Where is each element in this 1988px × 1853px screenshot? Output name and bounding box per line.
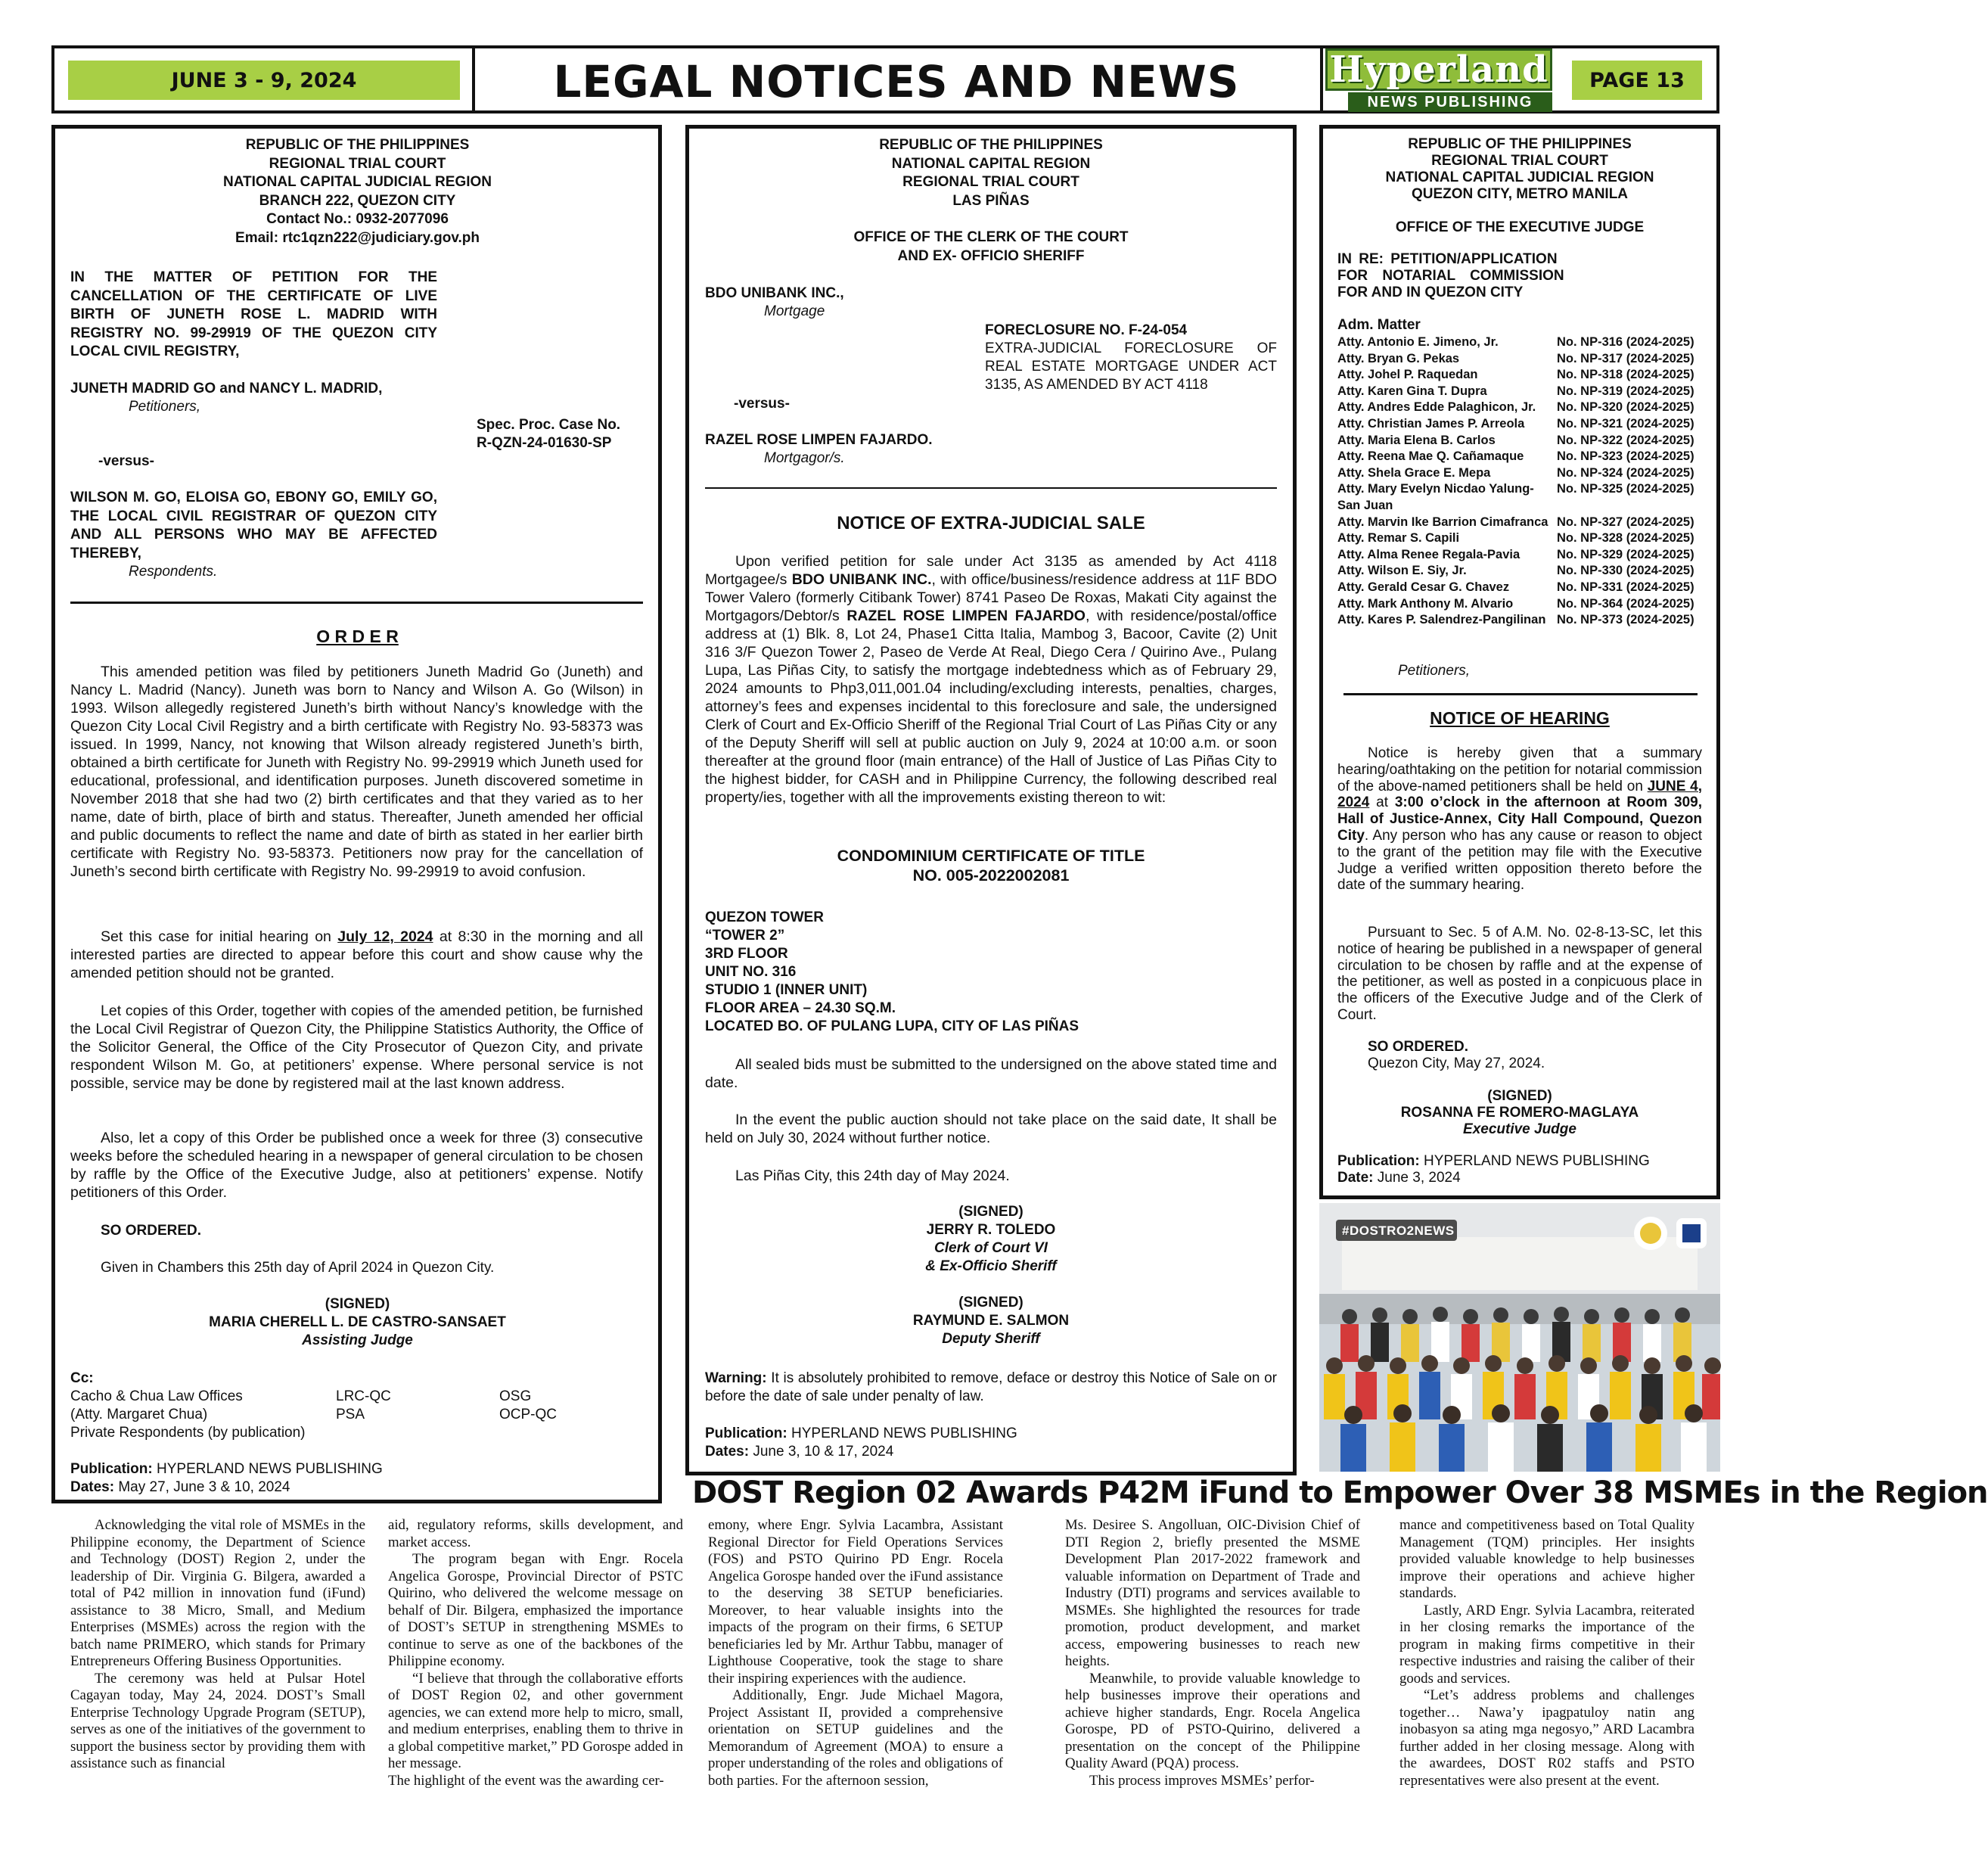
article-column xyxy=(1065,1517,1360,1789)
issue-date: JUNE 3 - 9, 2024 xyxy=(68,61,460,100)
notice-title: NOTICE OF HEARING xyxy=(1430,708,1610,728)
photo-hashtag: #DOSTRO2NEWS xyxy=(1342,1223,1455,1238)
article-paragraph: Ms. Desiree S. Angolluan, OIC-Division Chief of DTI Region 2, briefly presented the MSME Development Plan 2017-2022 framework and valuable information on Department of Trade and Industry (DTI) programs and services available to MSMEs. She highlighted the resources for trade promotion, product development, and market access, empowering businesses to reach new heights. xyxy=(1065,1517,1360,1669)
logo-wordmark: Hyperland xyxy=(1325,48,1552,91)
article-column xyxy=(1399,1517,1694,1789)
hearing-paragraph: Notice is hereby given that a summary hearing/oathtaking on the petition for notarial commission of the above-named petitioners shall be held on JUNE 4, 2024 at 3:00 o’clock in the afternoon at Room 309, Hall of Justice-Annex, City Hall Compound, Quezon City. Any person who has any cause or reason to object to the grant of the petition may file with the Executive Judge a verified written opposition thereto before the date of the summary hearing. xyxy=(1337,745,1703,894)
cc-entry: LRC-QC xyxy=(336,1388,391,1404)
versus: -versus- xyxy=(98,453,154,469)
cc-label: Cc: xyxy=(70,1370,94,1386)
attorney-row: Atty. Kares P. Salendrez-Pangilinan No. NP-373 (2024-2025) xyxy=(1337,613,1694,627)
notice-body: Upon verified petition for sale under Act 3135 as amended by Act 4118 Mortgagee/s BDO UNIBANK INC., with office/business/residence address at 11F BDO Tower Valero (formerly Citibank Tower) 8741 Paseo De Roxas, Makati City against the Mortgagors/Debtor/s RAZEL ROSE LIMPEN FAJARDO, with residence/postal/office address at (1) Blk. 8, Lot 24, Phase1 Citta Italia, Mambog 3, Bacoor, Cavite (2) Unit 316 3/F Quezon Tower 2, Paseo de Verde At Real, Diego Cera / Quirino Ave., Pulang Lupa, Las Piñas City, to satisfy the mortgage indebtedness which as of February 29, 2024 amounts to Php3,011,001.04 including/excluding interests, penalties, charges, attorney’s fees and expenses incidental to this foreclosure and sale, the undersigned Clerk of Court and Ex-Officio Sheriff of the Regional Trial Court of Las Piñas City or any of the Deputy Sheriff will sell at public auction on July 9, 2024 at 10:00 a.m. or soon thereafter at the ground floor (main entrance) of the Hall of Justice of Las Piñas City to the highest bidder, for CASH and in Philippine Currency, the following described real property/ies, together with all the improvements existing thereon to wit: xyxy=(705,553,1277,806)
versus: -versus- xyxy=(734,396,790,412)
article-paragraph: emony, where Engr. Sylvia Lacambra, Assistant Regional Director for Field Operations Services (FOS) and PSTO Quirino PD Engr. Rocela Angelica Gorospe handed over the iFund assistance to the deserving 38 SETUP beneficiaries. Moreover, to hear valuable insights into the impacts of the program on their firms, 6 SETUP beneficiaries led by Mr. Arthur Tabbu, manager of Lighthouse Cooperative, took the stage to share their inspiring experiences with the audience. xyxy=(708,1517,1003,1687)
so-ordered: SO ORDERED. xyxy=(101,1223,202,1239)
divider xyxy=(70,602,643,604)
masthead-divider xyxy=(1320,45,1323,113)
publication-line: Publication: HYPERLAND NEWS PUBLISHING xyxy=(705,1426,1017,1441)
given-in-chambers: Given in Chambers this 25th day of April 2024 in Quezon City. xyxy=(101,1260,495,1276)
date-line: Date: June 3, 2024 xyxy=(1337,1170,1461,1186)
article-column xyxy=(388,1517,683,1789)
notice-paragraph: In the event the public auction should not take place on the said date, It shall be held on July 30, 2024 without further notice. xyxy=(705,1111,1277,1146)
masthead-divider xyxy=(472,45,475,113)
divider xyxy=(1343,693,1698,695)
article-paragraph: Acknowledging the vital role of MSMEs in the Philippine economy, the Department of Science and Technology (DOST) Region 2, under the leadership of Dir. Virginia G. Bilgera, awarded a total of P42 million in innovation fund (iFund) assistance to 38 Micro, Small, and Medium Enterprises (MSMEs) across the region with the batch name PRIMERO, which stands for Primary Entrepreneurs Offering Business Opportunities. xyxy=(70,1517,365,1669)
court-heading: REPUBLIC OF THE PHILIPPINES NATIONAL CAPITAL REGION REGIONAL TRIAL COURT LAS PIÑAS OFFICE OF THE CLERK OF THE COURT AND EX- OFFICIO SHERIFF xyxy=(853,137,1129,264)
dates-line: Dates: May 27, June 3 & 10, 2024 xyxy=(70,1479,290,1495)
article-paragraph: Lastly, ARD Engr. Sylvia Lacambra, reiterated in her closing remarks the importance of the program in making firms competitive in their respective industries and raising the caliber of their goods and services. xyxy=(1399,1602,1694,1687)
cc-entry: OCP-QC xyxy=(499,1407,557,1422)
article-paragraph: The highlight of the event was the awarding cer- xyxy=(388,1772,664,1789)
article-column xyxy=(70,1517,365,1773)
attorney-row: Atty. Remar S. Capili No. NP-328 (2024-2025) xyxy=(1337,531,1694,546)
order-paragraph: Let copies of this Order, together with copies of the amended petition, be furnished the Local Civil Registrar of Quezon City, the Philippine Statistics Authority, the Office of the Solicitor General, the Office of the City Prosecutor of Quezon City, and private respondent Wilson M. Go, at petitioners’ expense. Where personal service is not possible, service may be done by registered mail at the last known address. xyxy=(70,1003,643,1092)
order-paragraph: This amended petition was filed by petitioners Juneth Madrid Go (Juneth) and Nancy L. Madrid (Nancy). Juneth was born to Nancy and Wilson A. Go (Wilson) in 1993. Wilson allegedly registered Juneth’s birth without Nancy’s knowledge with the Quezon City Local Civil Registry and a birth certificate with Registry No. 93-58373 was issued. In 1999, Nancy, not knowing that Wilson already registered Juneth’s birth, obtained a birth certificate for Juneth with Registry No. 99-29919 which Juneth used for educational, professional, and identification purposes. Juneth discovered sometime in November 2018 that she had two (2) birth certificates and that they varied as to her name, date of birth, place of birth and status. Thereafter, Juneth amended her official and public documents to reflect the name and date of birth as stated in her earlier birth certificate with Registry No. 93-58373. Petitioners now pray for the cancellation of Juneth’s second birth certificate with Registry No. 99-29919 to avoid confusion. xyxy=(70,664,643,880)
judge-signature: (SIGNED) ROSANNA FE ROMERO-MAGLAYA Executive Judge xyxy=(1400,1088,1639,1137)
order-paragraph: Set this case for initial hearing on July 12, 2024 at 8:30 in the morning and all interested parties are directed to appear before this court and show cause why the amended petition should not be granted. xyxy=(70,928,644,981)
cc-entry: Private Respondents (by publication) xyxy=(70,1425,306,1441)
attorney-row: Atty. Reena Mae Q. Cañamaque No. NP-323 (2024-2025) xyxy=(1337,449,1694,464)
attorney-row: Atty. Marvin Ike Barrion Cimafranca No. NP-327 (2024-2025) xyxy=(1337,515,1694,529)
attorney-row: Atty. Johel P. Raquedan No. NP-318 (2024-2025) xyxy=(1337,368,1694,382)
mortgagor-label: Mortgagor/s. xyxy=(764,450,845,466)
cc-entry: Cacho & Chua Law Offices xyxy=(70,1388,243,1404)
notice-paragraph: All sealed bids must be submitted to the undersigned on the above stated time and date. xyxy=(705,1056,1277,1091)
attorney-row: Atty. Bryan G. Pekas No. NP-317 (2024-2025) xyxy=(1337,351,1694,365)
notice-paragraph: Las Piñas City, this 24th day of May 2024. xyxy=(735,1167,1010,1184)
article-paragraph: The ceremony was held at Pulsar Hotel Cagayan today, May 24, 2024. DOST’s Small Enterprise Technology Upgrade Program (SETUP), serves as one of the initiatives of the government to support the business sector by providing them with assistance such as financial xyxy=(70,1670,365,1771)
article-paragraph: This process improves MSMEs’ perfor- xyxy=(1089,1772,1315,1789)
clerk-signature: (SIGNED) JERRY R. TOLEDO Clerk of Court VI & Ex-Officio Sheriff (SIGNED) RAYMUND E. SALMON Deputy Sheriff xyxy=(912,1204,1070,1347)
attorney-row: Atty. Karen Gina T. Dupra No. NP-319 (2024-2025) xyxy=(1337,384,1694,398)
article-paragraph: aid, regulatory reforms, skills development, and market access. xyxy=(388,1517,683,1550)
attorney-row: Atty. Christian James P. Arreola No. NP-321 (2024-2025) xyxy=(1337,416,1694,431)
hearing-paragraph: Pursuant to Sec. 5 of A.M. No. 02-8-13-SC, let this notice of hearing be published in a newspaper of general circulation to be chosen by raffle and at the expense of the petitioner, as well as posted in a conpicuous place in the officers of the Executive Judge and of the Clerk of Court. xyxy=(1337,925,1702,1023)
attorney-row: Atty. Mark Anthony M. Alvario No. NP-364 (2024-2025) xyxy=(1337,596,1694,611)
article-paragraph: “I believe that through the collaborative efforts of DOST Region 02, and other government agencies, we can extend more help to micro, small, and medium enterprises, enabling them to thrive in a global competitive market,” PD Gorospe added in her message. xyxy=(388,1670,683,1771)
publication-line: Publication: HYPERLAND NEWS PUBLISHING xyxy=(1337,1153,1650,1169)
publisher-logo xyxy=(1325,48,1552,112)
mortgagee: BDO UNIBANK INC., xyxy=(705,285,844,301)
petitioners-label: Petitioners, xyxy=(129,399,201,415)
foreclosure-description: EXTRA-JUDICIAL FORECLOSURE OF REAL ESTATE MORTGAGE UNDER ACT 3135, AS AMENDED BY ACT 4118 xyxy=(985,340,1277,393)
attorney-row: Atty. Alma Renee Regala-Pavia No. NP-329 (2024-2025) xyxy=(1337,547,1694,561)
court-heading: REPUBLIC OF THE PHILIPPINES REGIONAL TRIAL COURT NATIONAL CAPITAL JUDICIAL REGION QUEZON CITY, METRO MANILA OFFICE OF THE EXECUTIVE JUDGE xyxy=(1385,136,1654,235)
property-description: QUEZON TOWER “TOWER 2” 3RD FLOOR UNIT NO. 316 STUDIO 1 (INNER UNIT) FLOOR AREA – 24.30 SQ.M. LOCATED BO. OF PULANG LUPA, CITY OF LAS PIÑAS xyxy=(705,909,1079,1034)
attorney-row: Atty. Andres Edde Palaghicon, Jr. No. NP-320 (2024-2025) xyxy=(1337,400,1694,415)
respondents-label: Respondents. xyxy=(129,564,218,580)
cc-entry: (Atty. Margaret Chua) xyxy=(70,1407,208,1422)
case-matter: IN THE MATTER OF PETITION FOR THE CANCELLATION OF THE CERTIFICATE OF LIVE BIRTH OF JUNETH ROSE L. MADRID WITH REGISTRY NO. 99-29919 OF THE QUEZON CITY LOCAL CIVIL REGISTRY, xyxy=(70,269,437,359)
article-paragraph: mance and competitiveness based on Total Quality Management (TQM) principles. Her insights provided valuable knowledge to help businesses improve their operations and achieve higher standards. xyxy=(1399,1517,1694,1601)
mortgagor: RAZEL ROSE LIMPEN FAJARDO. xyxy=(705,432,933,448)
divider xyxy=(705,487,1277,489)
article-column xyxy=(708,1517,1003,1789)
attorney-row: Atty. Wilson E. Siy, Jr. No. NP-330 (2024-2025) xyxy=(1337,564,1694,578)
notice-title: NOTICE OF EXTRA-JUDICIAL SALE xyxy=(837,513,1145,533)
attorney-row: Atty. Mary Evelyn Nicdao Yalung-San Juan No. NP-325 (2024-2025) xyxy=(1337,482,1694,512)
attorney-row: Atty. Maria Elena B. Carlos No. NP-322 (2024-2025) xyxy=(1337,433,1694,447)
attorney-list xyxy=(1337,334,1708,629)
page-number: PAGE 13 xyxy=(1572,61,1702,100)
court-heading: REPUBLIC OF THE PHILIPPINES REGIONAL TRIAL COURT NATIONAL CAPITAL JUDICIAL REGION BRANCH 222, QUEZON CITY Contact No.: 0932-2077096 Email: rtc1qzn222@judiciary.gov.ph xyxy=(222,137,492,246)
warning: Warning: It is absolutely prohibited to remove, deface or destroy this Notice of Sale on or before the date of sale under penalty of law. xyxy=(705,1370,1277,1404)
judge-signature: (SIGNED) MARIA CHERELL L. DE CASTRO-SANSAET Assisting Judge xyxy=(209,1296,506,1348)
dates-line: Dates: June 3, 10 & 17, 2024 xyxy=(705,1444,894,1460)
article-paragraph: “Let’s address problems and challenges together… Nawa’y ipagpatuloy natin ang inobasyon sa ating mga negosyo,” ARD Lacambra further added in her closing message. Along with the awardees, DOST R02 staffs and PSTO representatives were also present at the event. xyxy=(1399,1687,1694,1789)
petitioners-label: Petitioners, xyxy=(1398,663,1471,679)
order-title: O R D E R xyxy=(316,626,399,646)
attorney-row: Atty. Gerald Cesar G. Chavez No. NP-331 (2024-2025) xyxy=(1337,580,1694,594)
cc-entry: OSG xyxy=(499,1388,532,1404)
article-paragraph: Additionally, Engr. Jude Michael Magora, Project Assistant II, provided a comprehensive orientation on SETUP guidelines and the Memorandum of Agreement (MOA) to ensure a proper understanding of the roles and obligations of both parties. For the afternoon session, xyxy=(708,1687,1003,1789)
order-paragraph: Also, let a copy of this Order be published once a week for three (3) consecutive weeks before the scheduled hearing in a newspaper of general circulation to be chosen by raffle by the Office of the Executive Judge, also at petitioners’ expense. Notify petitioners of this Order. xyxy=(70,1130,643,1201)
group-photo xyxy=(1319,1203,1720,1472)
in-re-caption: IN RE: PETITION/APPLICATION FOR NOTARIAL COMMISSION FOR AND IN QUEZON CITY xyxy=(1337,251,1564,300)
group-photo-illustration xyxy=(1319,1203,1720,1472)
page-title: LEGAL NOTICES AND NEWS xyxy=(553,55,1240,107)
cc-entry: PSA xyxy=(336,1407,365,1422)
title-number: CONDOMINIUM CERTIFICATE OF TITLE NO. 005-2022002081 xyxy=(837,847,1145,885)
article-paragraph: Meanwhile, to provide valuable knowledge to help businesses improve their operations and achieve higher standards, Engr. Rocela Angelica Gorospe, PD of PSTO-Quirino, delivered a presentation on the concept of the Philippine Quality Award (PQA) process. xyxy=(1065,1670,1360,1771)
article-paragraph: The program began with Engr. Rocela Angelica Gorospe, Provincial Director of PSTC Quirino, who delivered the welcome message on behalf of Dir. Bilgera, emphasized the importance of DOST’s SETUP in strengthening MSMEs to continue to serve as one of the backbones of the Philippine economy. xyxy=(388,1551,683,1669)
place-date: Quezon City, May 27, 2024. xyxy=(1368,1056,1545,1071)
article-headline: DOST Region 02 Awards P42M iFund to Empower Over 38 MSMEs in the Region xyxy=(692,1475,1988,1510)
so-ordered: SO ORDERED. xyxy=(1368,1039,1469,1055)
adm-matter-label: Adm. Matter xyxy=(1337,317,1421,333)
petitioners: JUNETH MADRID GO and NANCY L. MADRID, xyxy=(70,381,383,396)
attorney-row: Atty. Shela Grace E. Mepa No. NP-324 (2024-2025) xyxy=(1337,465,1694,480)
logo-subtitle: NEWS PUBLISHING xyxy=(1348,92,1552,112)
attorney-row: Atty. Antonio E. Jimeno, Jr. No. NP-316 (2024-2025) xyxy=(1337,335,1694,349)
respondents: WILSON M. GO, ELOISA GO, EBONY GO, EMILY GO, THE LOCAL CIVIL REGISTRAR OF QUEZON CITY AND ALL PERSONS WHO MAY BE AFFECTED THEREBY, xyxy=(70,490,437,561)
foreclosure-number: FORECLOSURE NO. F-24-054 xyxy=(985,322,1188,338)
mortgagee-label: Mortgage xyxy=(764,303,825,319)
case-number: Spec. Proc. Case No. R-QZN-24-01630-SP xyxy=(477,417,621,451)
publication-line: Publication: HYPERLAND NEWS PUBLISHING xyxy=(70,1461,383,1477)
